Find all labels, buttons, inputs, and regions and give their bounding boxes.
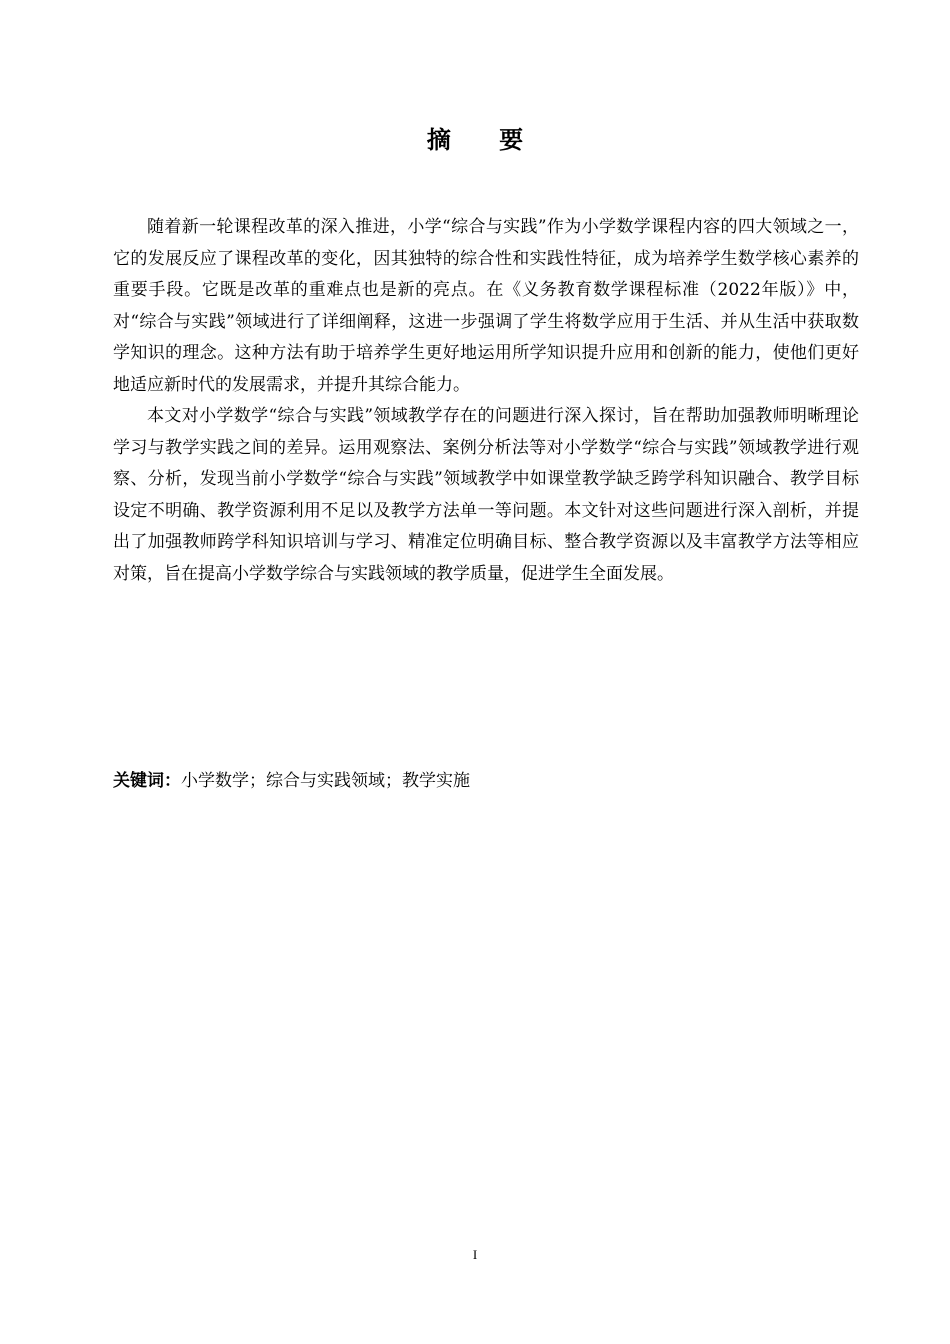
keywords-label: 关键词： — [113, 771, 181, 791]
abstract-paragraph-2: 本文对小学数学“综合与实践”领域教学存在的问题进行深入探讨，旨在帮助加强教师明晰理论学习与教学实践之间的差异。运用观察法、案例分析法等对小学数学“综合与实践”领域教学进行观察、分析，发现当前小学数学“综合与实践”领域教学中如课堂教学缺乏跨学科知识融合、教学目标设定不明确、教学资源利用不足以及教学方法单一等问题。本文针对这些问题进行深入剖析，并提出了加强教师跨学科知识培训与学习、精准定位明确目标、整合教学资源以及丰富教学方法等相应对策，旨在提高小学数学综合与实践领域的教学质量，促进学生全面发展。 — [113, 406, 859, 584]
abstract-title: 摘 要 — [426, 126, 544, 154]
keywords-line — [113, 766, 859, 797]
abstract-body — [113, 212, 859, 590]
keywords-value: 小学数学；综合与实践领域；教学实施 — [181, 771, 470, 791]
page-number: I — [472, 1247, 478, 1262]
abstract-paragraph-1: 随着新一轮课程改革的深入推进，小学“综合与实践”作为小学数学课程内容的四大领域之一，它的发展反应了课程改革的变化，因其独特的综合性和实践性特征，成为培养学生数学核心素养的重要手段。它既是改革的重难点也是新的亮点。在《义务教育数学课程标准（2022年版）》中，对“综合与实践”领域进行了详细阐释，这进一步强调了学生将数学应用于生活、并从生活中获取数学知识的理念。这种方法有助于培养学生更好地运用所学知识提升应用和创新的能力，使他们更好地适应新时代的发展需求，并提升其综合能力。 — [113, 217, 859, 395]
